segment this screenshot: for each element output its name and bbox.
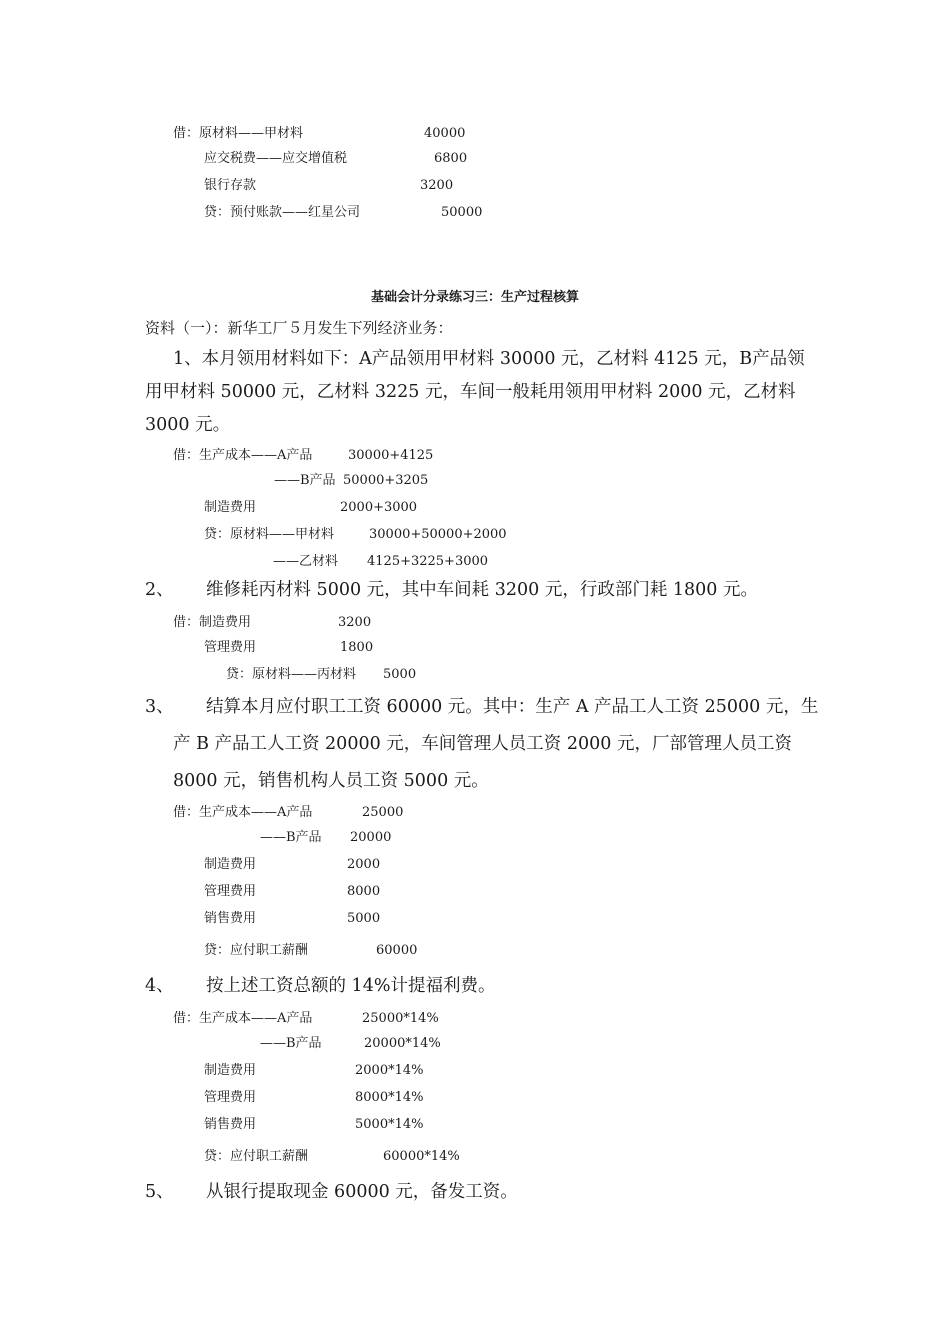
entry-amount: 6800 — [434, 151, 468, 166]
entry-account: 制造费用 — [204, 857, 257, 872]
entry-amount: 2000*14% — [355, 1063, 424, 1078]
question-line: 用甲材料 50000 元，乙材料 3225 元，车间一般耗用领用甲材料 2000 元，乙材料 — [145, 382, 796, 402]
entry-amount: 30000+50000+2000 — [369, 527, 507, 542]
question-line: 按上述工资总额的 14%计提福利费。 — [206, 976, 496, 996]
question-line: 1、本月领用材料如下：A产品领用甲材料 30000 元，乙材料 4125 元，B产品领 — [173, 349, 805, 369]
entry-amount: 20000 — [350, 830, 392, 845]
entry-account: ——B产品 — [274, 473, 336, 488]
question-line: 8000 元，销售机构人员工资 5000 元。 — [173, 771, 489, 791]
entry-amount: 8000 — [347, 884, 381, 899]
question-line: 维修耗丙材料 5000 元，其中车间耗 3200 元，行政部门耗 1800 元。 — [206, 580, 758, 600]
entry-amount: 8000*14% — [355, 1090, 424, 1105]
entry-account: 贷：应付职工薪酬 — [204, 1149, 309, 1164]
question-number: 3、 — [145, 697, 174, 717]
entry-account: 管理费用 — [204, 1090, 257, 1105]
entry-amount: 30000+4125 — [348, 448, 434, 463]
entry-account: 借：生产成本——A产品 — [173, 448, 313, 463]
entry-amount: 3200 — [338, 615, 372, 630]
entry-account: 贷：应付职工薪酬 — [204, 943, 309, 958]
entry-amount: 2000+3000 — [340, 500, 418, 515]
entry-account: 借：生产成本——A产品 — [173, 1011, 313, 1026]
page-title: 基础会计分录练习三：生产过程核算 — [370, 290, 579, 305]
question-line: 从银行提取现金 60000 元，备发工资。 — [206, 1182, 518, 1202]
entry-amount: 60000 — [376, 943, 418, 958]
entry-account: 销售费用 — [204, 911, 257, 926]
entry-account: ——乙材料 — [273, 554, 339, 569]
entry-amount: 60000*14% — [383, 1149, 460, 1164]
entry-amount: 50000 — [441, 205, 483, 220]
entry-account: 银行存款 — [204, 178, 257, 193]
entry-account: 销售费用 — [204, 1117, 257, 1132]
entry-account: 管理费用 — [204, 640, 257, 655]
entry-amount: 5000*14% — [355, 1117, 424, 1132]
entry-amount: 4125+3225+3000 — [367, 554, 489, 569]
entry-amount: 5000 — [383, 667, 417, 682]
entry-amount: 25000 — [362, 805, 404, 820]
intro-text: 资料（一）：新华工厂５月发生下列经济业务： — [145, 319, 453, 337]
entry-account: ——B产品 — [260, 830, 322, 845]
question-line: 结算本月应付职工工资 60000 元。其中：生产 A 产品工人工资 25000 元，生 — [206, 697, 819, 717]
entry-account: 管理费用 — [204, 884, 257, 899]
question-line: 产 B 产品工人工资 20000 元，车间管理人员工资 2000 元，厂部管理人员工资 — [173, 734, 792, 754]
entry-amount: 20000*14% — [364, 1036, 441, 1051]
entry-account: 贷：原材料——丙材料 — [226, 667, 357, 682]
question-number: 5、 — [145, 1182, 174, 1202]
entry-account: 借：生产成本——A产品 — [173, 805, 313, 820]
entry-account: 贷：预付账款——红星公司 — [204, 205, 361, 220]
question-number: 2、 — [145, 580, 174, 600]
entry-account: 借：原材料——甲材料 — [173, 126, 304, 141]
entry-account: 借：制造费用 — [173, 615, 252, 630]
question-line: 3000 元。 — [145, 415, 231, 435]
entry-amount: 3200 — [420, 178, 454, 193]
entry-amount: 1800 — [340, 640, 374, 655]
entry-account: 制造费用 — [204, 1063, 257, 1078]
entry-amount: 25000*14% — [362, 1011, 439, 1026]
entry-account: 制造费用 — [204, 500, 257, 515]
entry-account: ——B产品 — [260, 1036, 322, 1051]
question-number: 4、 — [145, 976, 174, 996]
entry-account: 应交税费——应交增值税 — [204, 151, 348, 166]
entry-amount: 50000+3205 — [343, 473, 429, 488]
entry-amount: 2000 — [347, 857, 381, 872]
entry-account: 贷：原材料——甲材料 — [204, 527, 335, 542]
entry-amount: 5000 — [347, 911, 381, 926]
entry-amount: 40000 — [424, 126, 466, 141]
